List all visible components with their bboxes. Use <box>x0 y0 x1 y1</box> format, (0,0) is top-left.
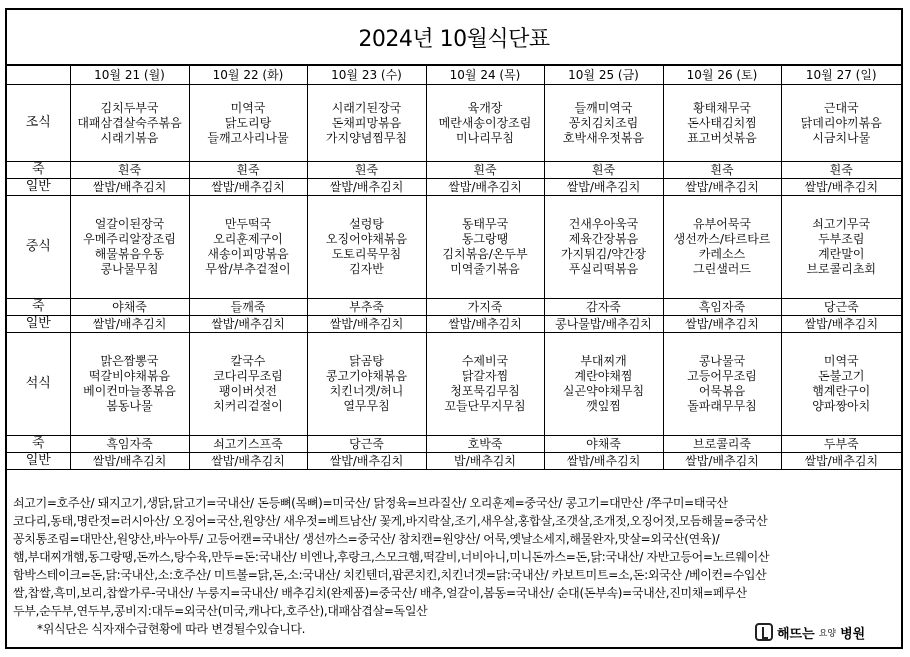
normal-cell: 쌀밥/배추김치 <box>70 179 189 196</box>
menu-item: 황태채무국 <box>693 100 751 115</box>
menu-item: 햄계란구이 <box>812 384 871 398</box>
menu-item: 미역국 <box>230 100 266 115</box>
menu-item: 칼국수 <box>230 354 266 368</box>
breakfast-menu-cell <box>544 85 663 162</box>
menu-item: 오리훈제구이 <box>213 232 283 246</box>
date-header: 10월 25 (금) <box>544 66 663 85</box>
normal-cell: 밥/배추김치 <box>426 453 544 470</box>
breakfast-menu-cell <box>781 85 901 162</box>
menu-item: 돈사태김치찜 <box>687 115 757 130</box>
juk-cell: 부추죽 <box>307 299 426 316</box>
menu-item: 표고버섯볶음 <box>687 130 757 145</box>
menu-item: 오징어야채볶음 <box>325 232 408 246</box>
menu-item: 미역줄기볶음 <box>450 262 520 276</box>
menu-item: 실곤약야채무침 <box>562 384 645 398</box>
menu-item: 꽁치김치조림 <box>568 115 639 130</box>
menu-item: 베이컨마늘쫑볶음 <box>83 384 176 398</box>
menu-item: 푸실리떡볶음 <box>568 262 639 276</box>
normal-cell: 쌀밥/배추김치 <box>663 453 781 470</box>
menu-item: 닭도리탕 <box>224 115 272 130</box>
juk-cell: 흑임자죽 <box>663 299 781 316</box>
lunch-menu-cell <box>781 196 901 299</box>
menu-item: 떡갈비야채볶음 <box>88 369 171 383</box>
normal-cell: 쌀밥/배추김치 <box>307 179 426 196</box>
origin-line: 쌀,찹쌀,흑미,보리,찹쌀가루-국내산/ 누룽지=국내산/ 배추김치(완제품)=중국산/ 배추,얼갈이,봄동=국내산/ 순대(돈부속)=국내산,진미채=페루산 <box>13 586 747 600</box>
juk-cell: 브로콜리죽 <box>663 436 781 453</box>
lunch-menu-cell <box>663 196 781 299</box>
lunch-juk-row <box>7 299 901 316</box>
origin-line: 두부,순두부,연두부,콩비지:대두=외국산(미국,캐나다,호주산),대패삼겹살=독일산 <box>13 604 428 618</box>
juk-cell: 흰죽 <box>70 162 189 179</box>
menu-item: 미나리무침 <box>456 130 514 145</box>
juk-cell: 당근죽 <box>781 299 901 316</box>
dinner-menu-cell <box>781 333 901 436</box>
menu-item: 치킨너겟/허니 <box>329 384 404 398</box>
menu-item: 무쌈/부추겉절이 <box>205 262 291 276</box>
menu-item: 시래기볶음 <box>100 130 159 145</box>
logo-main: 해뜨는 <box>777 626 815 642</box>
normal-cell: 쌀밥/배추김치 <box>544 179 663 196</box>
date-header: 10월 21 (월) <box>70 66 189 85</box>
logo-small: 요양 <box>818 628 837 639</box>
date-header: 10월 22 (화) <box>189 66 307 85</box>
juk-cell: 감자죽 <box>544 299 663 316</box>
menu-item: 계란말이 <box>818 247 865 261</box>
menu-item: 치커리겉절이 <box>213 399 283 413</box>
normal-cell: 콩나물밥/배추김치 <box>544 316 663 333</box>
breakfast-menu-cell <box>189 85 307 162</box>
juk-cell: 흰죽 <box>426 162 544 179</box>
menu-item: 새송이피망볶음 <box>207 247 289 261</box>
dinner-row <box>7 333 901 436</box>
menu-item: 만두떡국 <box>224 217 272 231</box>
lunch-row <box>7 196 901 299</box>
menu-item: 들깨고사리나물 <box>207 130 289 145</box>
normal-label: 일반 <box>7 179 70 196</box>
breakfast-juk-row <box>7 162 901 179</box>
menu-item: 육개장 <box>467 100 503 115</box>
lunch-menu-cell <box>426 196 544 299</box>
juk-cell: 흰죽 <box>307 162 426 179</box>
menu-item: 열무무침 <box>343 399 390 413</box>
menu-item: 콩나물국 <box>698 354 746 368</box>
normal-cell: 쌀밥/배추김치 <box>663 316 781 333</box>
juk-cell: 흑임자죽 <box>70 436 189 453</box>
dinner-menu-cell <box>189 333 307 436</box>
notice-text: *위식단은 식자재수급현황에 따라 변경될수있습니다. <box>37 622 306 636</box>
meal-label-dinner: 석식 <box>7 333 70 436</box>
menu-item: 호박새우젓볶음 <box>562 130 645 145</box>
lunch-menu-cell <box>307 196 426 299</box>
breakfast-menu-cell <box>426 85 544 162</box>
menu-item: 닭곰탕 <box>349 354 384 368</box>
menu-item: 수제비국 <box>461 354 509 368</box>
menu-item: 메란새송이장조림 <box>438 115 532 130</box>
menu-item: 건새우아욱국 <box>568 217 639 231</box>
normal-label: 일반 <box>7 316 70 333</box>
normal-cell: 쌀밥/배추김치 <box>307 316 426 333</box>
dinner-normal-row <box>7 453 901 470</box>
menu-item: 김치볶음/온두부 <box>442 247 528 261</box>
juk-cell: 당근죽 <box>307 436 426 453</box>
juk-cell: 쇠고기스프죽 <box>189 436 307 453</box>
breakfast-menu-cell <box>663 85 781 162</box>
origin-line: 코다리,동태,명란젓=러시아산/ 오징어=국산,원양산/ 새우젓=베트남산/ 꽃게,바지락살,조기,새우살,홍합살,조갯살,조개젓,오징어젓,모듬해물=중국산 <box>13 514 768 528</box>
menu-item: 깻잎찜 <box>586 399 621 413</box>
lunch-menu-cell <box>544 196 663 299</box>
menu-item: 동그랑땡 <box>461 232 509 246</box>
date-header: 10월 26 (토) <box>663 66 781 85</box>
menu-item: 꼬들단무지무침 <box>444 399 526 413</box>
lunch-menu-cell <box>189 196 307 299</box>
juk-cell: 흰죽 <box>663 162 781 179</box>
date-header-row <box>7 66 901 85</box>
menu-item: 카레소스 <box>698 247 746 261</box>
date-header: 10월 23 (수) <box>307 66 426 85</box>
normal-cell: 쌀밥/배추김치 <box>663 179 781 196</box>
menu-item: 팽이버섯전 <box>219 384 277 398</box>
normal-cell: 쌀밥/배추김치 <box>781 316 901 333</box>
menu-item: 돈불고기 <box>818 369 865 383</box>
menu-item: 봄동나물 <box>106 399 153 413</box>
juk-cell: 야채죽 <box>70 299 189 316</box>
corner-cell <box>7 66 70 85</box>
menu-item: 설렁탕 <box>349 217 384 231</box>
menu-item: 김자반 <box>349 262 384 276</box>
menu-item: 김치두부국 <box>100 100 159 115</box>
menu-item: 돈채피망볶음 <box>331 115 402 130</box>
juk-cell: 가지죽 <box>426 299 544 316</box>
menu-item: 맑은짬뽕국 <box>100 354 159 368</box>
menu-item: 생선까스/타르타르 <box>673 232 771 246</box>
origin-info <box>13 494 893 638</box>
logo-mark-icon <box>755 623 773 641</box>
menu-item: 부대찌개 <box>580 354 627 368</box>
juk-cell: 흰죽 <box>189 162 307 179</box>
normal-cell: 쌀밥/배추김치 <box>781 179 901 196</box>
breakfast-normal-row <box>7 179 901 196</box>
menu-item: 우메주리알장조림 <box>83 232 176 246</box>
dinner-menu-cell <box>307 333 426 436</box>
menu-item: 코다리무조림 <box>213 369 283 383</box>
normal-cell: 쌀밥/배추김치 <box>70 316 189 333</box>
menu-item: 유부어묵국 <box>693 217 751 231</box>
normal-cell: 쌀밥/배추김치 <box>189 453 307 470</box>
menu-item: 동태무국 <box>461 217 509 231</box>
menu-item: 닭갈자찜 <box>461 369 509 383</box>
meal-label-lunch: 중식 <box>7 196 70 299</box>
normal-cell: 쌀밥/배추김치 <box>426 179 544 196</box>
juk-cell: 흰죽 <box>781 162 901 179</box>
origin-line: 쇠고기=호주산/ 돼지고기,생닭,닭고기=국내산/ 돈등뼈(목뼈)=미국산/ 닭정육=브라질산/ 오리훈제=중국산/ 콩고기=대만산 /쭈구미=태국산 <box>13 496 728 510</box>
menu-item: 어묵볶음 <box>698 384 746 398</box>
juk-cell: 들깨죽 <box>189 299 307 316</box>
origin-line: 꽁치통조림=대만산,원양산,바누아투/ 고등어캔=국내산/ 생선까스=중국산/ 참치캔=원양산/ 어묵,옛날소세지,해물완자,맛살=외국산(연육)/ <box>13 532 720 546</box>
breakfast-menu-cell <box>70 85 189 162</box>
menu-sheet <box>5 8 903 649</box>
menu-item: 근대국 <box>823 100 859 115</box>
normal-cell: 쌀밥/배추김치 <box>307 453 426 470</box>
dinner-menu-cell <box>70 333 189 436</box>
menu-item: 들깨미역국 <box>574 100 633 115</box>
origin-line: 함박스테이크=돈,닭:국내산,소:호주산/ 미트볼=닭,돈,소:국내산/ 치킨텐더,팝콘치킨,치킨너겟=닭:국내산/ 카보트미트=소,돈:외국산 /베이컨=수입산 <box>13 568 767 582</box>
menu-item: 시금치나물 <box>812 130 871 145</box>
meal-label-breakfast: 조식 <box>7 85 70 162</box>
menu-item: 가지튀김/약간장 <box>560 247 647 261</box>
page-title: 2024년 10월식단표 <box>7 10 901 66</box>
breakfast-row <box>7 85 901 162</box>
menu-item: 청포묵김무침 <box>450 384 520 398</box>
menu-item: 양파짱아치 <box>812 399 871 413</box>
menu-item: 얼갈이된장국 <box>94 217 165 231</box>
dinner-menu-cell <box>663 333 781 436</box>
lunch-normal-row <box>7 316 901 333</box>
dinner-menu-cell <box>426 333 544 436</box>
menu-item: 고등어무조림 <box>687 369 757 383</box>
menu-item: 콩고기야채볶음 <box>325 369 408 383</box>
menu-item: 쇠고기무국 <box>812 217 871 231</box>
normal-cell: 쌀밥/배추김치 <box>544 453 663 470</box>
juk-cell: 두부죽 <box>781 436 901 453</box>
menu-item: 계란야채찜 <box>574 369 633 383</box>
date-header: 10월 27 (일) <box>781 66 901 85</box>
normal-cell: 쌀밥/배추김치 <box>426 316 544 333</box>
menu-item: 미역국 <box>823 354 859 368</box>
dinner-menu-cell <box>544 333 663 436</box>
juk-label: 죽 <box>7 436 70 453</box>
menu-item: 브로콜리초회 <box>806 262 877 276</box>
menu-item: 가지양념찜무침 <box>325 130 408 145</box>
menu-item: 대패삼겹살숙주볶음 <box>77 115 182 130</box>
menu-item: 콩나물무침 <box>100 262 159 276</box>
menu-item: 그린샐러드 <box>693 262 751 276</box>
logo-suffix: 병원 <box>840 626 866 642</box>
normal-cell: 쌀밥/배추김치 <box>70 453 189 470</box>
hospital-logo <box>755 621 865 643</box>
juk-label: 죽 <box>7 299 70 316</box>
normal-cell: 쌀밥/배추김치 <box>189 179 307 196</box>
menu-item: 도토리묵무침 <box>331 247 402 261</box>
lunch-menu-cell <box>70 196 189 299</box>
menu-item: 돌파래무무침 <box>687 399 757 413</box>
normal-cell: 쌀밥/배추김치 <box>781 453 901 470</box>
juk-cell: 야채죽 <box>544 436 663 453</box>
juk-label: 죽 <box>7 162 70 179</box>
normal-label: 일반 <box>7 453 70 470</box>
menu-item: 해물볶음우동 <box>94 247 165 261</box>
origin-line: 햄,부대찌개햄,동그랑땡,돈까스,탕수육,만두=돈:국내산/ 비엔나,후랑크,스모크햄,떡갈비,너비아니,미니돈까스=돈,닭:국내산/ 자반고등어=노르웨이산 <box>13 550 770 564</box>
menu-item: 닭데리야끼볶음 <box>800 115 882 130</box>
normal-cell: 쌀밥/배추김치 <box>189 316 307 333</box>
menu-item: 시래기된장국 <box>331 100 402 115</box>
menu-item: 두부조림 <box>818 232 865 246</box>
menu-table <box>7 66 901 470</box>
juk-cell: 흰죽 <box>544 162 663 179</box>
date-header: 10월 24 (목) <box>426 66 544 85</box>
breakfast-menu-cell <box>307 85 426 162</box>
juk-cell: 호박죽 <box>426 436 544 453</box>
menu-item: 제육간장볶음 <box>568 232 639 246</box>
dinner-juk-row <box>7 436 901 453</box>
